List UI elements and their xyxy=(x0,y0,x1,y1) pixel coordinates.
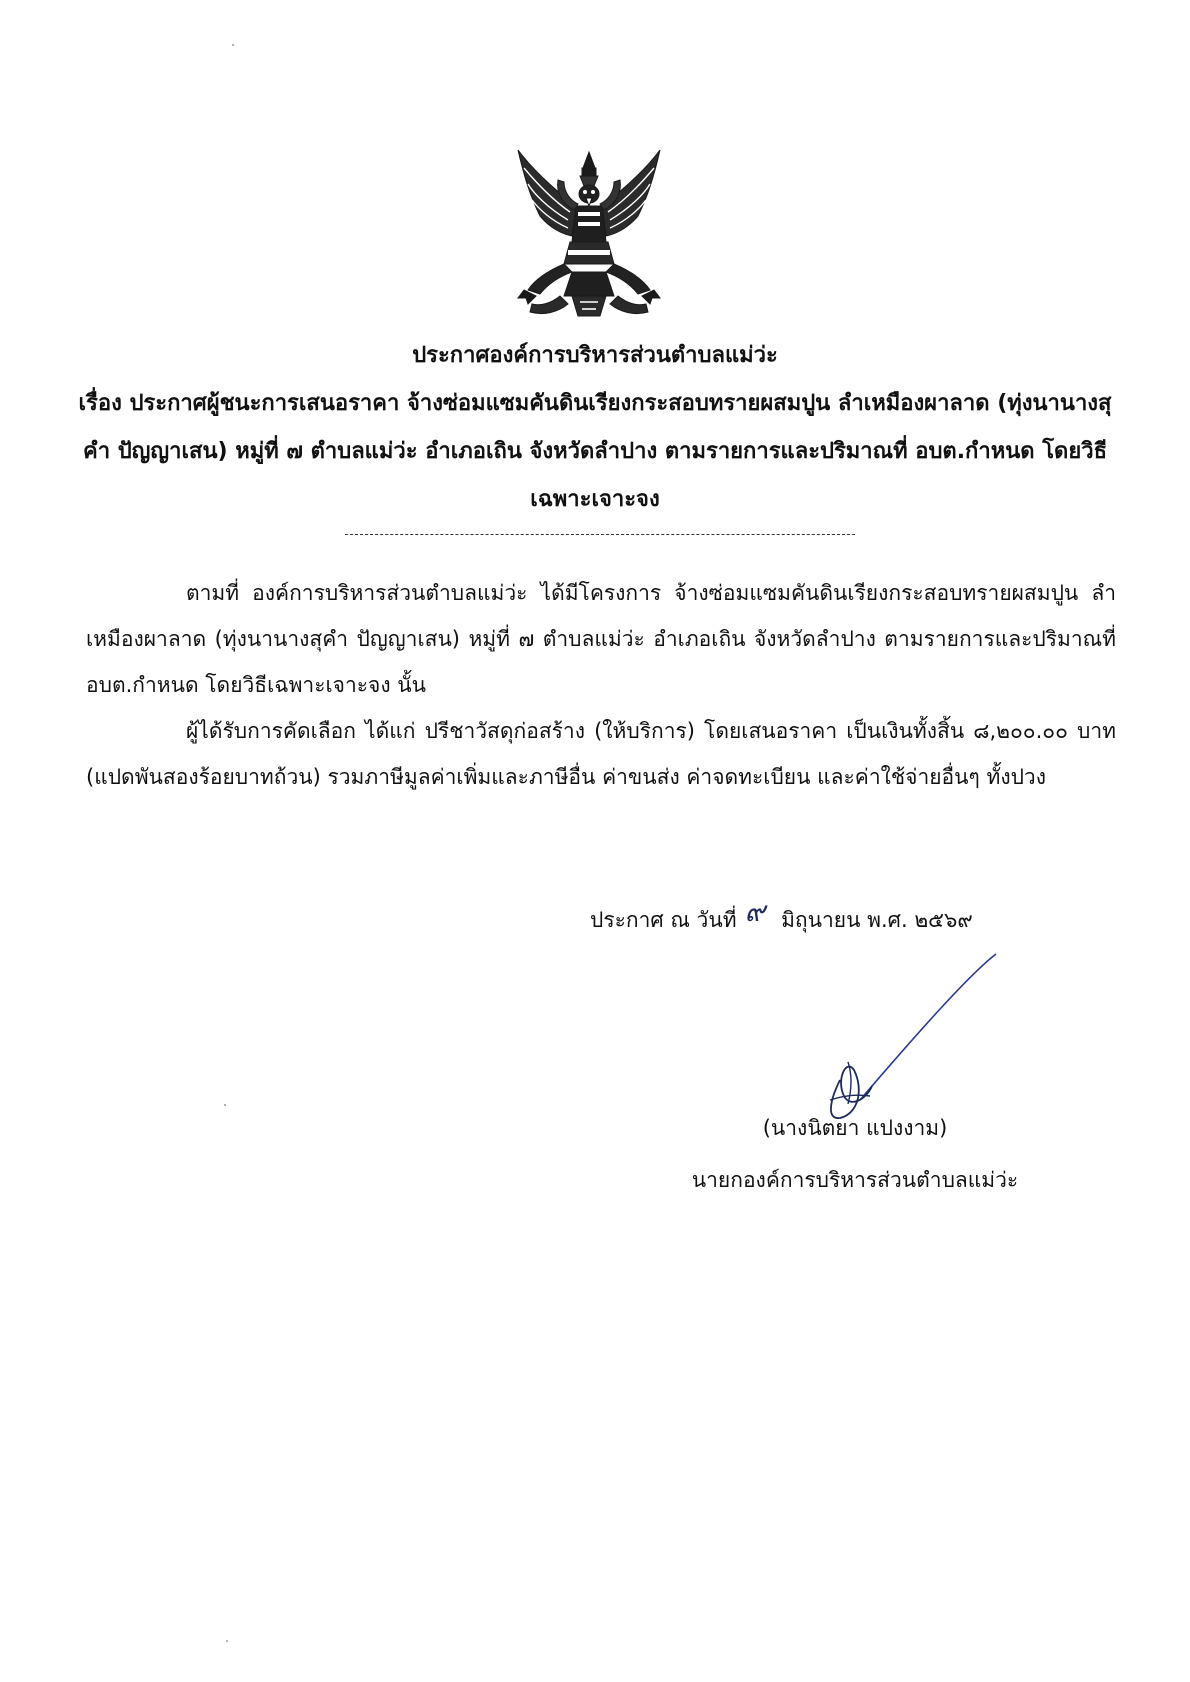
body-paragraph-1: ตามที่ องค์การบริหารส่วนตำบลแม่ว่ะ ได้มีโครงการ จ้างซ่อมแซมคันดินเรียงกระสอบทรายผสมปูน ลำเหมืองผาลาด (ทุ่งนานางสุคำ ปัญญาเสน) หมู่ที่ ๗ ตำบลแม่ว่ะ อำเภอเถิน จังหวัดลำปาง ตามรายการและปริมาณที่ อบต.กำหนด โดยวิธีเฉพาะเจาะจง นั้น xyxy=(86,581,1116,697)
dashed-divider xyxy=(345,534,855,535)
body-paragraph-2: ผู้ได้รับการคัดเลือก ได้แก่ ปรีชาวัสดุก่อสร้าง (ให้บริการ) โดยเสนอราคา เป็นเงินทั้งสิ้น ๘,๒๐๐.๐๐ บาท (แปดพันสองร้อยบาทถ้วน) รวมภาษีมูลค่าเพิ่มและภาษีอื่น ค่าขนส่ง ค่าจดทะเบียน และค่าใช้จ่ายอื่นๆ ทั้งปวง xyxy=(86,719,1116,789)
handwritten-signature xyxy=(800,950,1000,1130)
date-prefix: ประกาศ ณ วันที่ xyxy=(590,908,737,932)
scan-speck xyxy=(224,1104,226,1106)
garuda-emblem xyxy=(510,146,668,322)
announcement-date xyxy=(590,895,1020,940)
scan-speck xyxy=(226,1640,228,1642)
announcement-subject: เรื่อง ประกาศผู้ชนะการเสนอราคา จ้างซ่อมแซมคันดินเรียงกระสอบทรายผสมปูน ลำเหมืองผาลาด (ทุ่งนานางสุคำ ปัญญาเสน) หมู่ที่ ๗ ตำบลแม่ว่ะ อำเภอเถิน จังหวัดลำปาง ตามรายการและปริมาณที่ อบต.กำหนด โดยวิธีเฉพาะเจาะจง xyxy=(78,391,1112,512)
announcement-org-title: ประกาศองค์การบริหารส่วนตำบลแม่ว่ะ xyxy=(412,343,778,368)
signer-name: (นางนิตยา แปงงาม) xyxy=(762,1116,948,1140)
scan-speck xyxy=(232,44,234,46)
date-day-handwritten: ๙ xyxy=(744,895,766,928)
signer-title: นายกองค์การบริหารส่วนตำบลแม่ว่ะ xyxy=(691,1168,1019,1192)
date-month-year: มิถุนายน พ.ศ. ๒๕๖๙ xyxy=(781,908,973,932)
